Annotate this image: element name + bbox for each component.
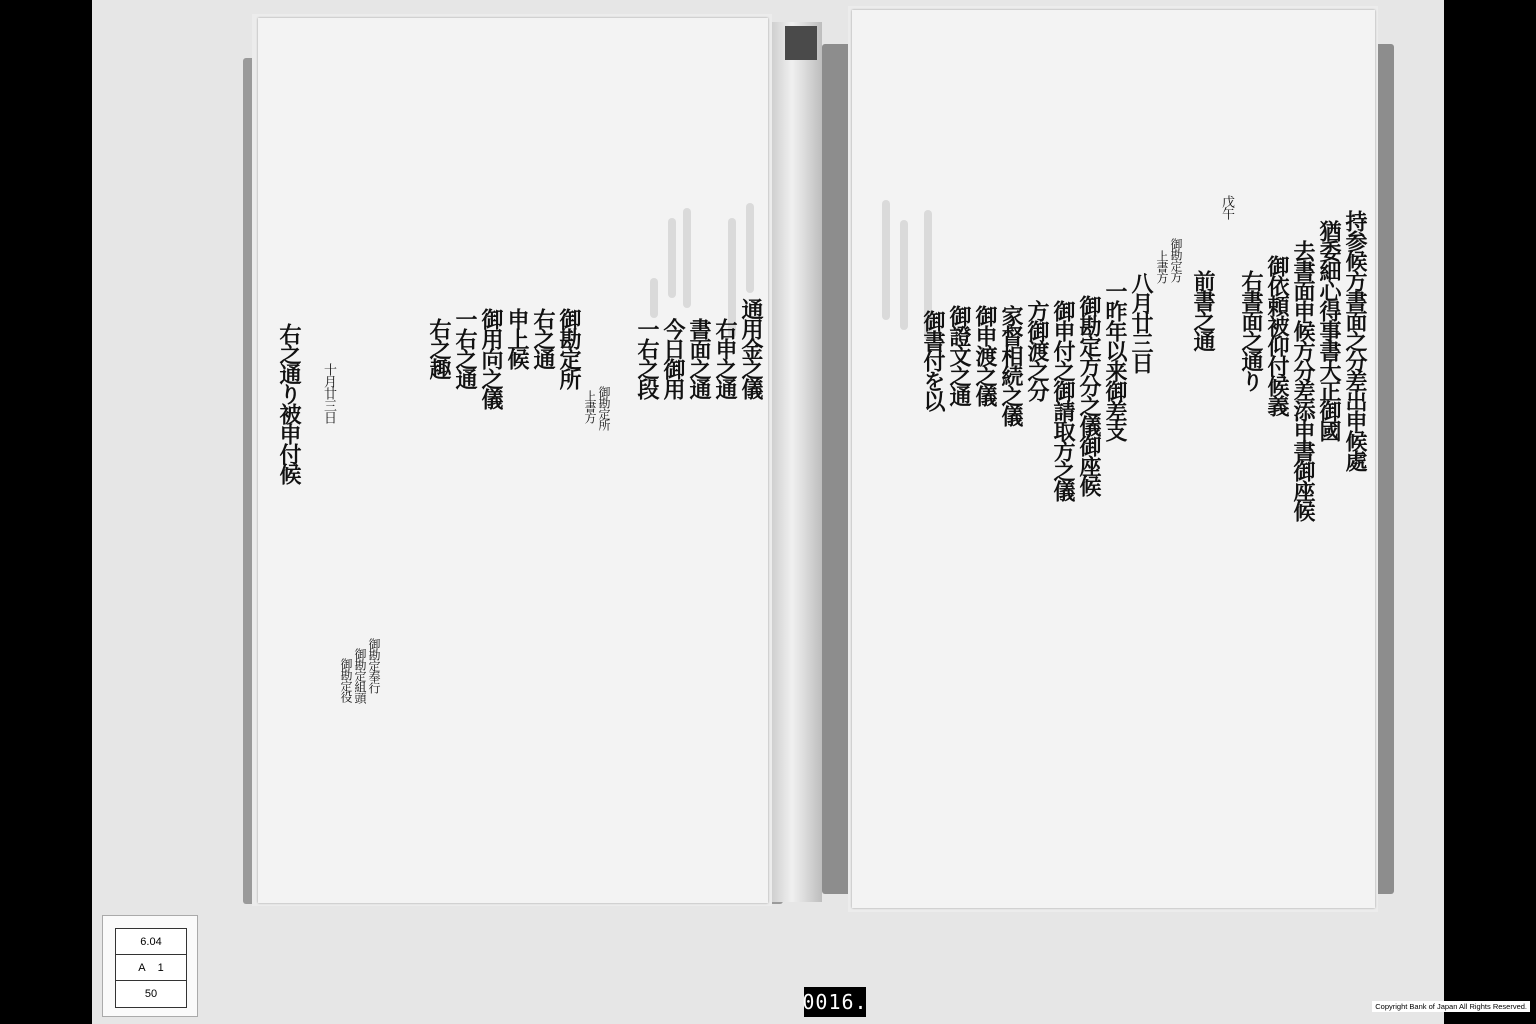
right-col-1: 持参候方書面之分差出申候處: [1342, 210, 1368, 470]
right-col-5: 右書面之通り: [1238, 270, 1264, 390]
right-col-12: 家督相続之儀: [998, 305, 1024, 425]
left-annotation-1: 御勘定所: [597, 386, 611, 430]
left-col-final: 右之通り被申付候: [276, 323, 302, 483]
archive-label-series: A: [138, 961, 146, 974]
archive-label-row-2: [116, 955, 186, 981]
right-page: [852, 10, 1375, 908]
left-col-6: 御勘定所: [556, 308, 582, 388]
archive-label-row-3: [116, 981, 186, 1007]
left-signature-2: 御勘定組頭: [353, 648, 367, 703]
right-year-mark: 戊午: [1219, 195, 1234, 219]
right-col-2: 猶委細心得事書大正御國: [1316, 220, 1342, 440]
left-col-8: 申上候: [504, 308, 530, 368]
left-annotation-2: 上書方: [583, 390, 597, 423]
left-col-2: 右申之通: [712, 318, 738, 398]
archive-label-row-1: [116, 929, 186, 955]
right-col-14: 御證文之通: [946, 305, 972, 405]
right-black-margin: [1444, 0, 1536, 1024]
left-signature-1: 御勘定奉行: [367, 638, 381, 693]
left-signature-3: 御勘定役: [339, 658, 353, 702]
archive-label-grid: [115, 928, 187, 1008]
spine-clip: [785, 26, 817, 60]
frame-number: 0016.: [804, 987, 866, 1017]
archive-label-item: 50: [144, 988, 158, 1000]
left-col-5: 一右之段: [634, 318, 660, 398]
right-col-4: 御依頼被仰付候義: [1264, 255, 1290, 415]
left-black-margin: [0, 0, 92, 1024]
right-col-9: 御勘定方分之儀御座候: [1076, 295, 1102, 495]
archive-label-code: 6.04: [140, 935, 162, 948]
right-col-3: 去書面申候方分差添申書御座候: [1290, 240, 1316, 520]
left-col-7: 右之通: [530, 308, 556, 368]
right-col-6: 前書之通: [1190, 270, 1216, 350]
left-col-10: 一右之通: [452, 308, 478, 388]
archive-label: [102, 915, 198, 1017]
left-col-4: 今日御用: [660, 318, 686, 398]
left-col-11: 右之趣: [426, 318, 452, 378]
bleed-through-mark: [683, 208, 691, 308]
right-col-10: 御申付之御請取方之儀: [1050, 300, 1076, 500]
archive-label-volume: 1: [157, 961, 164, 974]
left-page: [258, 18, 768, 903]
right-col-13: 御申渡之儀: [972, 305, 998, 405]
bleed-through-mark: [900, 220, 908, 330]
right-col-11: 方御渡之分: [1024, 300, 1050, 400]
left-col-1: 通用金之儀: [738, 298, 764, 398]
copyright-notice: Copyright Bank of Japan All Rights Reserved.: [1372, 1001, 1530, 1012]
bleed-through-mark: [882, 200, 890, 320]
left-col-9: 御用向之儀: [478, 308, 504, 408]
right-col-8: 一昨年以来御差支: [1102, 280, 1128, 440]
left-col-3: 書面之通: [686, 318, 712, 398]
right-annotation-1: 御勘定方: [1169, 238, 1183, 282]
left-date: 十月廿三日: [321, 363, 336, 423]
bleed-through-mark: [746, 203, 754, 293]
right-col-7: 八月廿三日: [1128, 272, 1154, 372]
right-col-15: 御書付を以: [920, 310, 946, 410]
bleed-through-mark: [650, 278, 658, 318]
right-annotation-2: 上書方: [1155, 250, 1169, 283]
bleed-through-mark: [668, 218, 676, 298]
book-spine: [772, 22, 822, 902]
